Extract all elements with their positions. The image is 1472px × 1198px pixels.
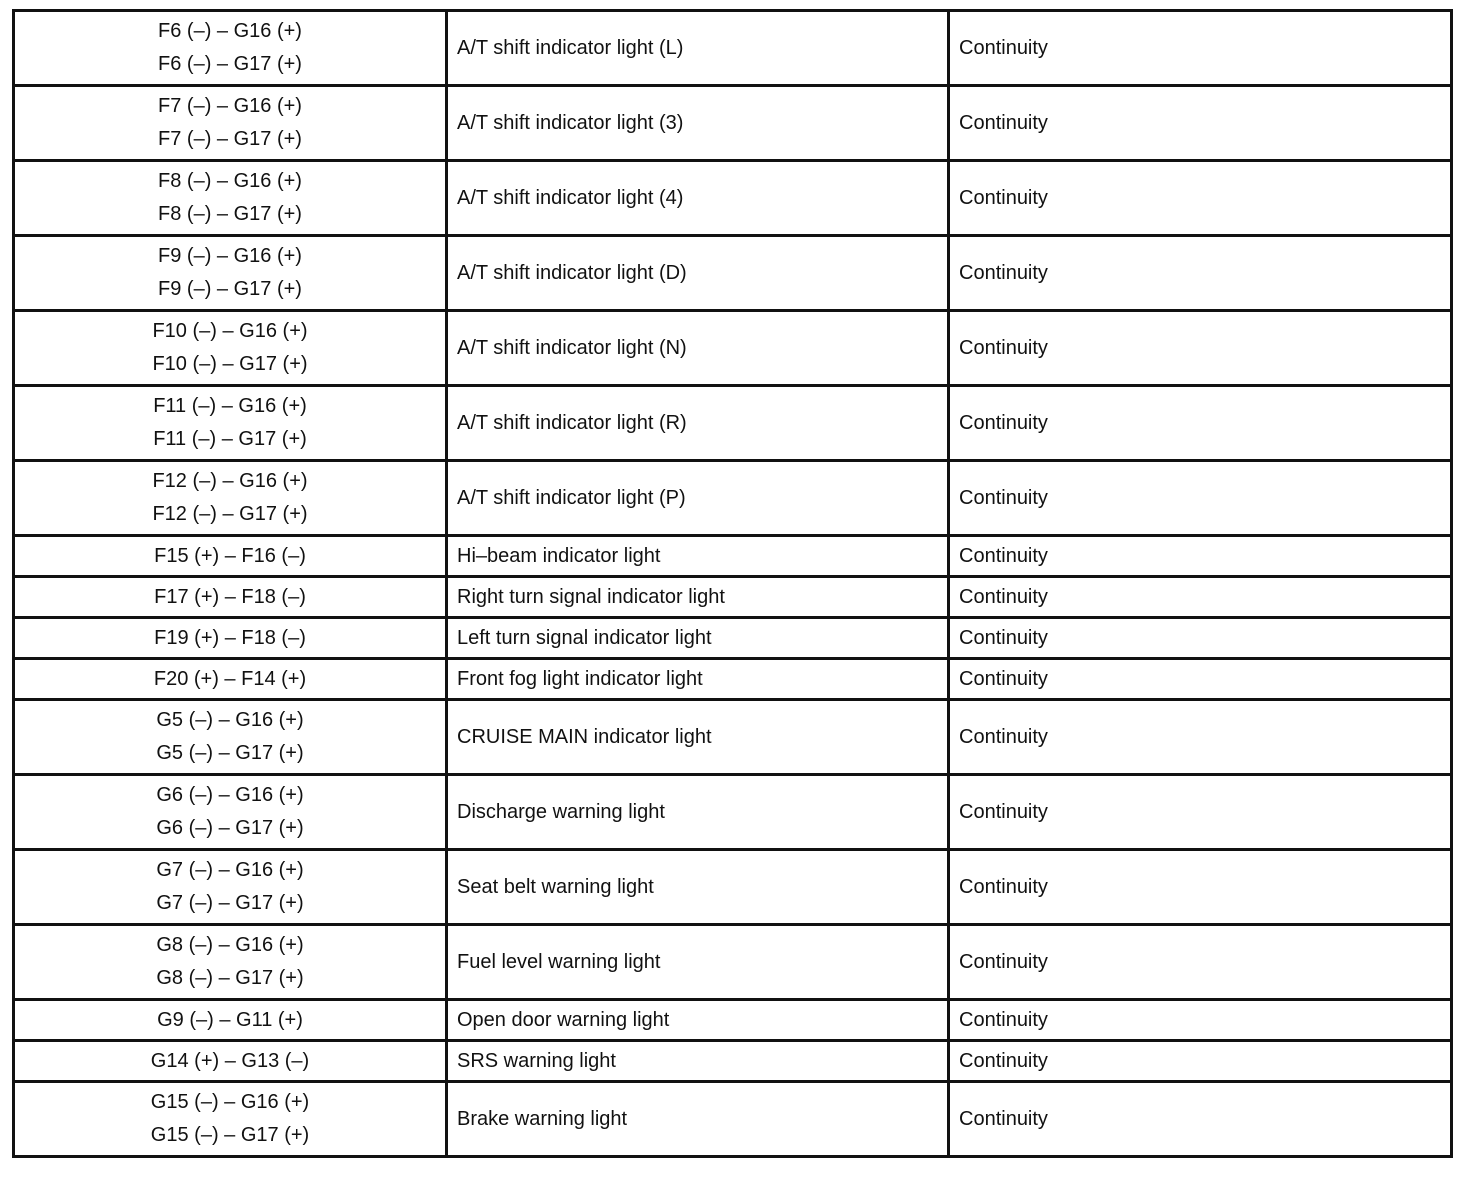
tester-connection-cell [14, 1000, 447, 1041]
table-row [14, 536, 1452, 577]
tester-connection-cell [14, 850, 447, 925]
condition-cell: A/T shift indicator light (R) [447, 386, 949, 461]
condition-cell: A/T shift indicator light (4) [447, 161, 949, 236]
tester-connection: F11 (–) – G17 (+) [153, 428, 307, 450]
condition-cell: A/T shift indicator light (D) [447, 236, 949, 311]
condition-cell: Seat belt warning light [447, 850, 949, 925]
tester-connection-cell [14, 536, 447, 577]
tester-connection: G7 (–) – G16 (+) [156, 859, 304, 881]
tester-connection: G5 (–) – G17 (+) [156, 742, 304, 764]
table-row [14, 850, 1452, 925]
tester-connection: F17 (+) – F18 (–) [154, 585, 306, 608]
condition-cell: A/T shift indicator light (L) [447, 11, 949, 86]
tester-connection: F6 (–) – G17 (+) [158, 53, 302, 75]
specified-condition-cell: Continuity [949, 86, 1452, 161]
tester-connection: G8 (–) – G16 (+) [156, 934, 304, 956]
table-row [14, 311, 1452, 386]
tester-connection: F11 (–) – G16 (+) [153, 395, 307, 417]
tester-connection: F19 (+) – F18 (–) [154, 626, 306, 649]
table-row [14, 1000, 1452, 1041]
specified-condition-cell: Continuity [949, 11, 1452, 86]
tester-connection-cell [14, 86, 447, 161]
tester-connection-cell [14, 1082, 447, 1157]
tester-connection: G5 (–) – G16 (+) [156, 709, 304, 731]
table-row [14, 11, 1452, 86]
tester-connection: F12 (–) – G17 (+) [152, 503, 308, 525]
tester-connection: G7 (–) – G17 (+) [156, 892, 304, 914]
tester-connection: F7 (–) – G16 (+) [158, 95, 302, 117]
condition-cell: Hi–beam indicator light [447, 536, 949, 577]
specified-condition-cell: Continuity [949, 1000, 1452, 1041]
table-row [14, 775, 1452, 850]
tester-connection: G6 (–) – G17 (+) [156, 817, 304, 839]
table-row [14, 86, 1452, 161]
specified-condition-cell: Continuity [949, 775, 1452, 850]
condition-cell: A/T shift indicator light (N) [447, 311, 949, 386]
specified-condition-cell: Continuity [949, 618, 1452, 659]
table-row [14, 1082, 1452, 1157]
condition-cell: A/T shift indicator light (P) [447, 461, 949, 536]
table-row [14, 700, 1452, 775]
condition-cell: Right turn signal indicator light [447, 577, 949, 618]
condition-cell: CRUISE MAIN indicator light [447, 700, 949, 775]
specified-condition-cell: Continuity [949, 1082, 1452, 1157]
specified-condition-cell: Continuity [949, 925, 1452, 1000]
tester-connection-cell [14, 311, 447, 386]
tester-connection-cell [14, 386, 447, 461]
table-row [14, 577, 1452, 618]
tester-connection: F10 (–) – G16 (+) [152, 320, 308, 342]
tester-connection-cell [14, 161, 447, 236]
table-row [14, 386, 1452, 461]
tester-connection-cell [14, 925, 447, 1000]
condition-cell: A/T shift indicator light (3) [447, 86, 949, 161]
tester-connection: F8 (–) – G16 (+) [158, 170, 302, 192]
tester-connection: F6 (–) – G16 (+) [158, 20, 302, 42]
tester-connection-cell [14, 775, 447, 850]
table-body [14, 11, 1452, 1157]
tester-connection: F20 (+) – F14 (+) [153, 667, 307, 690]
specified-condition-cell: Continuity [949, 700, 1452, 775]
specified-condition-cell: Continuity [949, 850, 1452, 925]
table-row [14, 618, 1452, 659]
tester-connection: F9 (–) – G17 (+) [158, 278, 302, 300]
tester-connection: G15 (–) – G17 (+) [150, 1124, 310, 1146]
table-row [14, 659, 1452, 700]
condition-cell: Brake warning light [447, 1082, 949, 1157]
tester-connection: F8 (–) – G17 (+) [158, 203, 302, 225]
continuity-table [12, 9, 1453, 1158]
tester-connection: G6 (–) – G16 (+) [156, 784, 304, 806]
condition-cell: Discharge warning light [447, 775, 949, 850]
table-row [14, 236, 1452, 311]
tester-connection: F15 (+) – F16 (–) [154, 544, 306, 567]
tester-connection-cell [14, 577, 447, 618]
condition-cell: Front fog light indicator light [447, 659, 949, 700]
tester-connection: F9 (–) – G16 (+) [158, 245, 302, 267]
condition-cell: SRS warning light [447, 1041, 949, 1082]
specified-condition-cell: Continuity [949, 311, 1452, 386]
condition-cell: Left turn signal indicator light [447, 618, 949, 659]
table-row [14, 161, 1452, 236]
tester-connection-cell [14, 461, 447, 536]
tester-connection-cell [14, 700, 447, 775]
tester-connection: G8 (–) – G17 (+) [156, 967, 304, 989]
tester-connection: F10 (–) – G17 (+) [152, 353, 308, 375]
condition-cell: Open door warning light [447, 1000, 949, 1041]
tester-connection-cell [14, 11, 447, 86]
tester-connection-cell [14, 618, 447, 659]
tester-connection: F7 (–) – G17 (+) [158, 128, 302, 150]
specified-condition-cell: Continuity [949, 386, 1452, 461]
specified-condition-cell: Continuity [949, 577, 1452, 618]
table-row [14, 925, 1452, 1000]
tester-connection-cell [14, 236, 447, 311]
specified-condition-cell: Continuity [949, 536, 1452, 577]
table-row [14, 1041, 1452, 1082]
specified-condition-cell: Continuity [949, 161, 1452, 236]
tester-connection-cell [14, 659, 447, 700]
specified-condition-cell: Continuity [949, 659, 1452, 700]
tester-connection: G9 (–) – G11 (+) [157, 1008, 303, 1031]
tester-connection-cell [14, 1041, 447, 1082]
tester-connection: G15 (–) – G16 (+) [150, 1091, 310, 1113]
specified-condition-cell: Continuity [949, 236, 1452, 311]
table-row [14, 461, 1452, 536]
tester-connection: F12 (–) – G16 (+) [152, 470, 308, 492]
specified-condition-cell: Continuity [949, 1041, 1452, 1082]
tester-connection: G14 (+) – G13 (–) [150, 1049, 310, 1072]
inspection-sheet [12, 9, 1450, 1158]
specified-condition-cell: Continuity [949, 461, 1452, 536]
condition-cell: Fuel level warning light [447, 925, 949, 1000]
